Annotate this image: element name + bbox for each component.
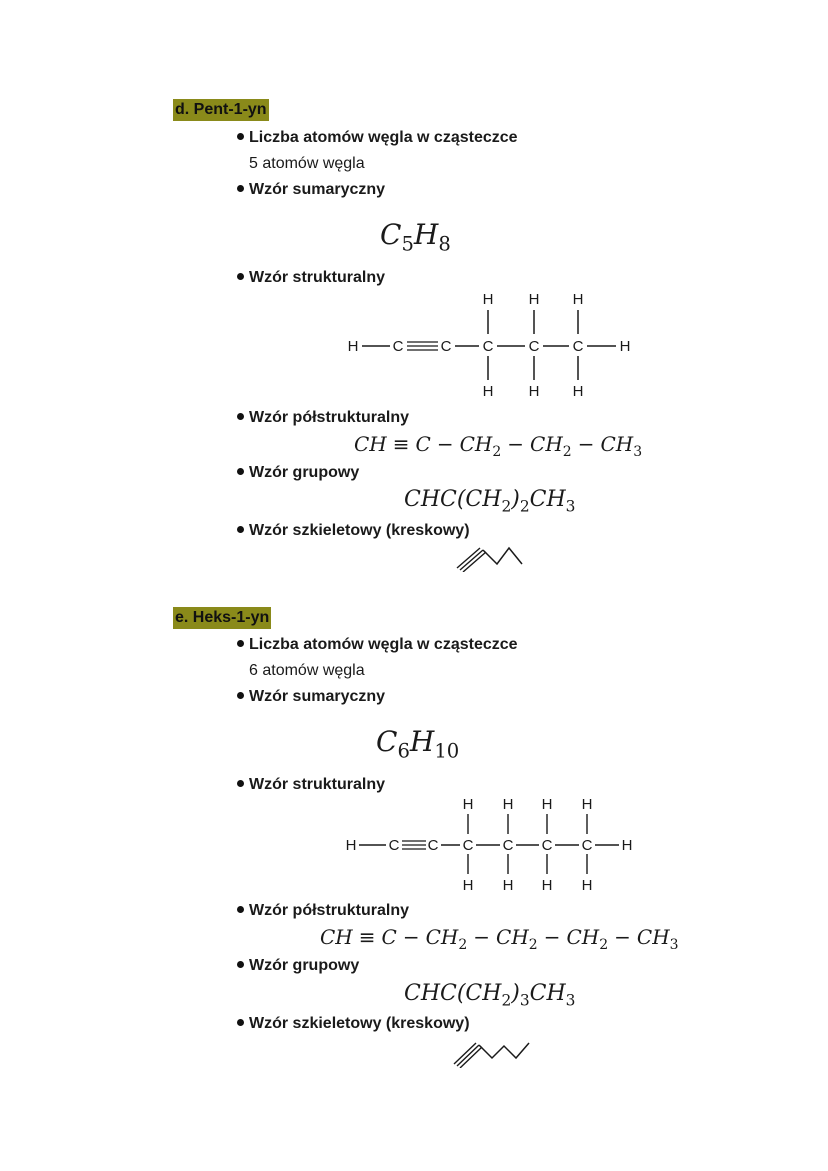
atom-h: H [347, 338, 359, 355]
atom-h: H [541, 796, 553, 813]
structural-formula-label: Wzór strukturalny [237, 268, 385, 288]
bullet-icon [237, 468, 244, 475]
atom-h: H [502, 796, 514, 813]
atom-c: C [572, 338, 584, 355]
bullet-icon [237, 780, 244, 787]
group-formula-label: Wzór grupowy [237, 956, 359, 976]
skeletal-formula-label: Wzór szkieletowy (kreskowy) [237, 1014, 470, 1034]
bullet-icon [237, 1019, 244, 1026]
skeletal-formula-diagram [452, 1036, 534, 1068]
semistructural-formula: CH ≡ $C - CH_2 - CH_2 - CH_3$ [354, 432, 643, 460]
atom-c: C [440, 338, 452, 355]
atom-h: H [621, 837, 633, 854]
atom-c: C [462, 837, 474, 854]
carbon-count-label: Liczba atomów węgla w cząsteczce [237, 635, 518, 655]
carbon-count-label: Liczba atomów węgla w cząsteczce [237, 128, 518, 148]
bullet-icon [237, 185, 244, 192]
structural-formula-diagram [340, 288, 640, 400]
atom-h: H [502, 877, 514, 894]
skeletal-formula-label: Wzór szkieletowy (kreskowy) [237, 521, 470, 541]
bullet-icon [237, 413, 244, 420]
bullet-icon [237, 273, 244, 280]
bullet-icon [237, 133, 244, 140]
skeletal-formula-diagram [455, 542, 525, 572]
molecular-formula: $C_6H_{10}$ [376, 725, 460, 763]
bullet-icon [237, 692, 244, 699]
atom-h: H [581, 877, 593, 894]
atom-c: C [581, 837, 593, 854]
bullet-icon [237, 906, 244, 913]
atom-h: H [345, 837, 357, 854]
atom-h: H [482, 383, 494, 400]
atom-c: C [541, 837, 553, 854]
group-formula: $CHC(CH_2)_2CH_3$ [404, 487, 576, 516]
atom-h: H [528, 291, 540, 308]
atom-h: H [462, 796, 474, 813]
group-formula-label: Wzór grupowy [237, 463, 359, 483]
section-title-pent-1-yn: d. Pent-1-yn [173, 99, 269, 121]
atom-c: C [388, 837, 400, 854]
semistructural-formula: CH ≡ $C - CH_2 - CH_2 - CH_2 - CH_3$ [320, 925, 679, 953]
section-title-heks-1-yn: e. Heks-1-yn [173, 607, 271, 629]
atom-c: C [392, 338, 404, 355]
atom-h: H [528, 383, 540, 400]
atom-h: H [619, 338, 631, 355]
structural-formula-label: Wzór strukturalny [237, 775, 385, 795]
bullet-icon [237, 640, 244, 647]
molecular-formula: $C_5H_8$ [380, 218, 451, 256]
carbon-count-value: 6 atomów węgla [249, 662, 365, 679]
atom-h: H [572, 383, 584, 400]
bullet-icon [237, 526, 244, 533]
atom-h: H [541, 877, 553, 894]
atom-c: C [502, 837, 514, 854]
atom-h: H [462, 877, 474, 894]
semistructural-formula-label: Wzór półstrukturalny [237, 408, 409, 428]
atom-h: H [572, 291, 584, 308]
molecular-formula-label: Wzór sumaryczny [237, 180, 385, 200]
structural-formula-diagram [340, 794, 640, 894]
atom-h: H [482, 291, 494, 308]
atom-c: C [528, 338, 540, 355]
group-formula: $CHC(CH_2)_3CH_3$ [404, 981, 576, 1010]
carbon-count-value: 5 atomów węgla [249, 155, 365, 172]
atom-c: C [427, 837, 439, 854]
bullet-icon [237, 961, 244, 968]
atom-c: C [482, 338, 494, 355]
semistructural-formula-label: Wzór półstrukturalny [237, 901, 409, 921]
molecular-formula-label: Wzór sumaryczny [237, 687, 385, 707]
atom-h: H [581, 796, 593, 813]
